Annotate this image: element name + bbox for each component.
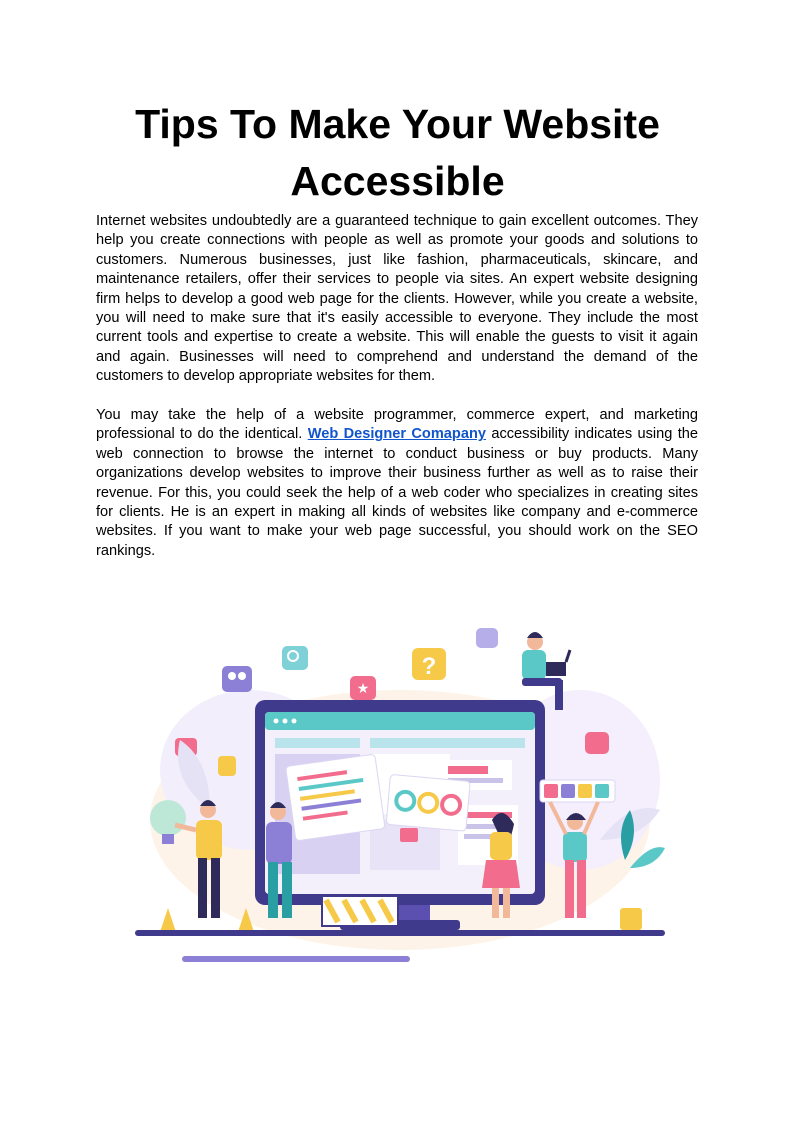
video-play-icon [400, 828, 418, 842]
svg-text:★: ★ [356, 681, 370, 697]
website-accessibility-illustration [130, 620, 670, 970]
heart-icon [585, 732, 609, 754]
settings-icon [476, 628, 498, 648]
document-title: Tips To Make Your Website Accessible [135, 101, 660, 204]
paragraph-text-before-link: You may take the help of a website programmer, commerce expert, and marketing professional to do the identical. [96, 407, 698, 443]
users-icon [222, 666, 252, 692]
floor-shadow-line [182, 956, 410, 962]
traffic-cone-left [160, 908, 176, 932]
chart-card [386, 774, 470, 831]
paragraph-text-after-link: accessibility indicates using the web connection to browse the internet to conduct business or buy products. Many organizations develop websites to improve their business further as well as to raise their revenue. For this, you could seek the help of a web coder who specializes in creating sites for clients. He is an expert in making all kinds of websites like company and e-commerce websites. If you want to make your web page successful, you should work on the SEO rankings. [96, 426, 698, 559]
svg-text:?: ? [421, 653, 437, 680]
search-icon [282, 646, 308, 670]
paragraph-web-designer [96, 406, 698, 561]
man-with-laptop [522, 632, 570, 710]
code-card [286, 754, 386, 841]
screen-header [265, 712, 535, 730]
floor-line [135, 930, 665, 936]
lightbulb-icon [218, 756, 236, 776]
web-designer-company-link[interactable]: Web Designer Comapany [307, 426, 486, 443]
paragraph-intro: Internet websites undoubtedly are a guaranteed technique to gain excellent outcomes. They help you create connections with people as well as promote your goods and solutions to customers. Numerous businesses, just like fashion, pharmaceuticals, skincare, and maintenance retailers, offer their services to people via sites. An expert website designing firm helps to develop a good web page for the clients. However, while you create a website, you will need to make sure that it's easily accessible to everyone. They include the most current tools and expertise to create a website. This will enable the guests to visit it again and again. Businesses will need to comprehend and understand the demand of the customers to develop appropriate websites for them. [96, 213, 698, 385]
